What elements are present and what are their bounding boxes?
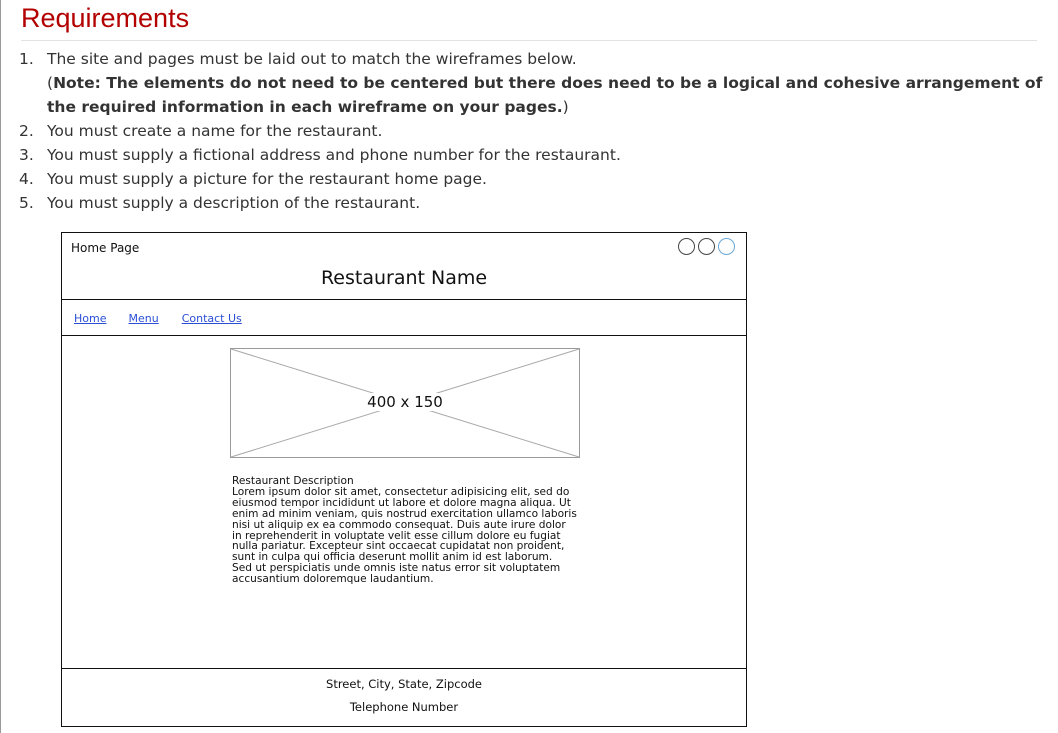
requirements-heading: Requirements (21, 3, 190, 33)
footer-divider (62, 668, 746, 669)
home-page-wireframe (61, 232, 747, 727)
header-divider (62, 299, 746, 300)
description-line: in reprehenderit in voluptate velit esse cillum dolore eu fugiat (232, 529, 561, 542)
requirement-number: 3. (19, 146, 34, 164)
window-controls (678, 237, 748, 257)
requirement-text: You must create a name for the restaurant. (47, 122, 383, 140)
requirement-number: 1. (19, 50, 34, 68)
requirement-item-5 (0, 191, 1050, 215)
requirement-text: You must supply a description of the restaurant. (47, 194, 421, 212)
description-line: nulla pariatur. Excepteur sint occaecat cupidatat non proident, (232, 540, 565, 553)
nav-link-home[interactable]: Home (74, 312, 107, 325)
image-placeholder (230, 348, 580, 458)
description-line: accusantium doloremque laudantium. (232, 573, 434, 586)
description-line: nisi ut aliquip ex ea commodo consequat. Duis aute irure dolor (232, 518, 566, 531)
window-control-circle-icon (718, 238, 735, 255)
window-control-circle-icon (678, 238, 695, 255)
requirement-item-3 (0, 143, 1050, 167)
requirement-item-2 (0, 119, 1050, 143)
requirement-text: You must supply a fictional address and phone number for the restaurant. (47, 146, 621, 164)
requirement-number: 2. (19, 122, 34, 140)
requirement-number: 4. (19, 170, 34, 188)
image-size-label: 400 x 150 (367, 393, 443, 411)
description-line: Sed ut perspiciatis unde omnis iste natus error sit voluptatem (232, 562, 561, 575)
heading-divider (21, 40, 1037, 41)
nav-link-menu[interactable]: Menu (128, 312, 159, 325)
requirement-number: 5. (19, 194, 34, 212)
description-line: enim ad minim veniam, quis nostrud exercitation ullamco laboris (232, 507, 577, 520)
window-control-circle-icon (698, 238, 715, 255)
requirements-list (0, 47, 1050, 215)
requirement-note: (Note: The elements do not need to be centered but there does need to be a logical and cohesive arrangement of the required information in each wireframe on your pages.) (47, 74, 1043, 116)
restaurant-description (232, 476, 584, 585)
description-line: eiusmod tempor incididunt ut labore et dolore magna aliqua. Ut (232, 496, 571, 509)
wireframe-window-title: Home Page (71, 241, 140, 255)
nav-link-contact-us[interactable]: Contact Us (181, 312, 242, 325)
description-line: sunt in culpa qui officia deserunt mollit anim id est laborum. (232, 551, 553, 564)
description-title: Restaurant Description (232, 475, 354, 487)
footer-phone: Telephone Number (349, 700, 459, 714)
wireframe-nav (74, 312, 242, 326)
requirement-text: You must supply a picture for the restaurant home page. (47, 170, 487, 188)
description-line: Lorem ipsum dolor sit amet, consectetur adipisicing elit, sed do (232, 485, 570, 498)
requirement-item-1 (0, 47, 1050, 119)
requirement-item-4 (0, 167, 1050, 191)
wireframe-restaurant-name: Restaurant Name (320, 267, 488, 289)
requirement-text: The site and pages must be laid out to match the wireframes below. (47, 50, 577, 68)
footer-address: Street, City, State, Zipcode (326, 677, 482, 691)
nav-divider (62, 335, 746, 336)
